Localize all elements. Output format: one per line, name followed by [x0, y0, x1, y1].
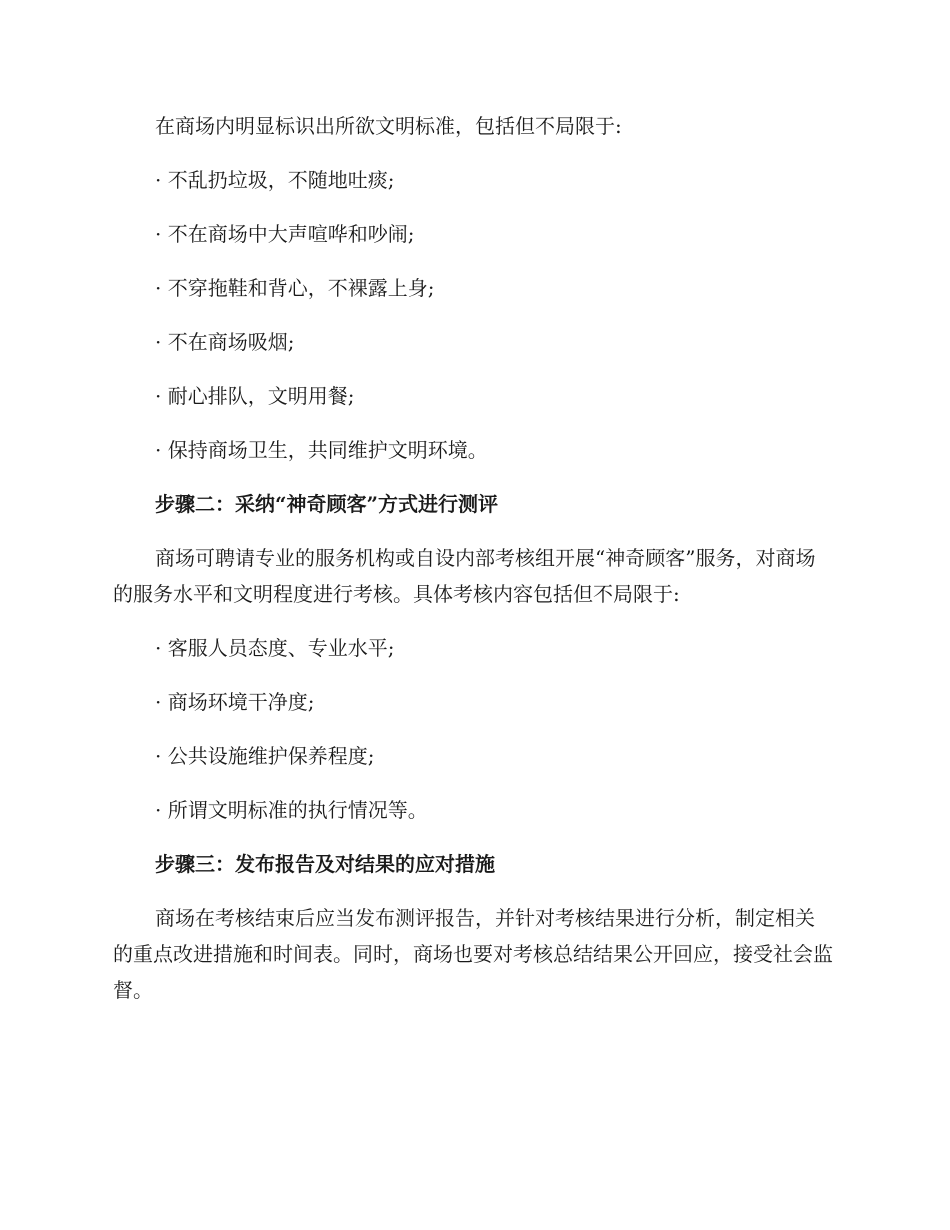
list-item: · 所谓文明标准的执行情况等。: [155, 798, 428, 822]
list-item: · 不乱扔垃圾，不随地吐痰;: [155, 168, 395, 192]
list-item: · 公共设施维护保养程度;: [155, 744, 375, 768]
step3-paragraph: 商场在考核结束后应当发布测评报告，并针对考核结果进行分析，制定相关的重点改进措施和时间表。同时，商场也要对考核总结结果公开回应，接受社会监督。: [113, 906, 833, 1002]
list-item: · 商场环境干净度;: [155, 690, 315, 714]
intro-paragraph: 在商场内明显标识出所欲文明标准，包括但不局限于:: [155, 114, 622, 138]
step2-paragraph: 商场可聘请专业的服务机构或自设内部考核组开展“神奇顾客”服务，对商场的服务水平和文明程度进行考核。具体考核内容包括但不局限于:: [113, 546, 816, 606]
list-item: · 不在商场吸烟;: [155, 330, 295, 354]
list-item: · 不穿拖鞋和背心，不裸露上身;: [155, 276, 435, 300]
list-item: · 不在商场中大声喧哗和吵闹;: [155, 222, 415, 246]
list-item: · 耐心排队，文明用餐;: [155, 384, 355, 408]
document-page: [113, 108, 833, 1008]
list-item: · 客服人员态度、专业水平;: [155, 636, 395, 660]
step2-heading: 步骤二：采纳“神奇顾客”方式进行测评: [155, 492, 499, 516]
step3-heading: 步骤三：发布报告及对结果的应对措施: [155, 852, 495, 876]
list-item: · 保持商场卫生，共同维护文明环境。: [155, 438, 488, 462]
